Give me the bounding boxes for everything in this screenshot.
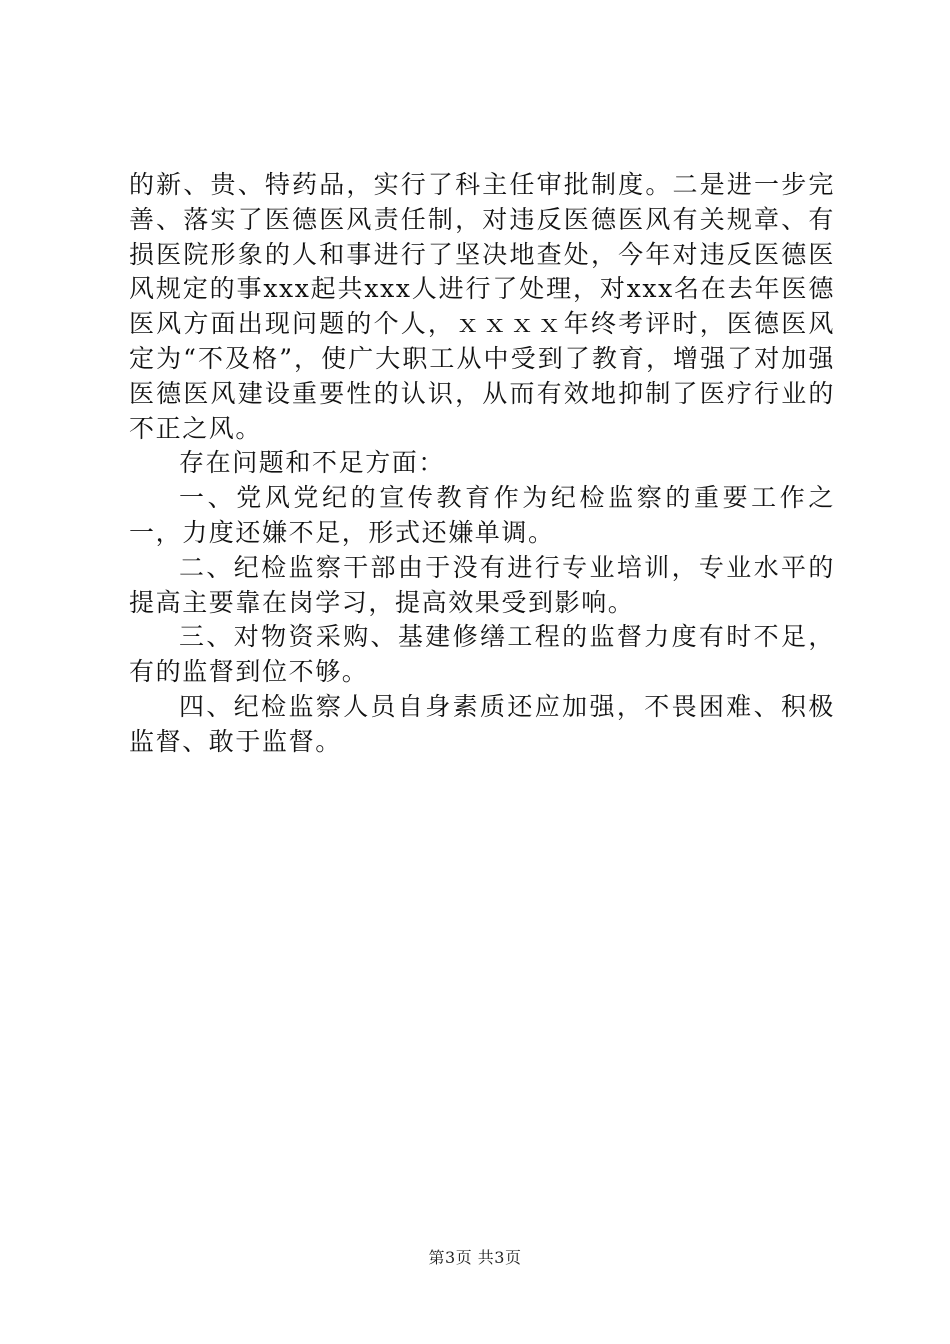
paragraph-issue-2: 二、纪检监察干部由于没有进行专业培训，专业水平的提高主要靠在岗学习，提高效果受到影响。 <box>129 552 835 617</box>
paragraph-issue-4: 四、纪检监察人员自身素质还应加强，不畏困难、积极监督、敢于监督。 <box>129 691 835 756</box>
paragraph-issues-heading: 存在问题和不足方面： <box>179 448 446 478</box>
document-body <box>129 168 835 760</box>
paragraph-issue-1: 一、党风党纪的宣传教育作为纪检监察的重要工作之一，力度还嫌不足，形式还嫌单调。 <box>129 483 835 547</box>
paragraph-continuation: 的新、贵、特药品，实行了科主任审批制度。二是进一步完善、落实了医德医风责任制，对违反医德医风有关规章、有损医院形象的人和事进行了坚决地查处，今年对违反医德医风规定的事xxx起共xxx人进行了处理，对xxx名在去年医德医风方面出现问题的个人，ｘｘｘｘ年终考评时，医德医风定为“不及格”，使广大职工从中受到了教育，增强了对加强医德医风建设重要性的认识，从而有效地抑制了医疗行业的不正之风。 <box>129 170 835 443</box>
paragraph-issue-3: 三、对物资采购、基建修缮工程的监督力度有时不足，有的监督到位不够。 <box>129 622 835 687</box>
page-number-footer: 第3页 共3页 <box>428 1248 522 1267</box>
